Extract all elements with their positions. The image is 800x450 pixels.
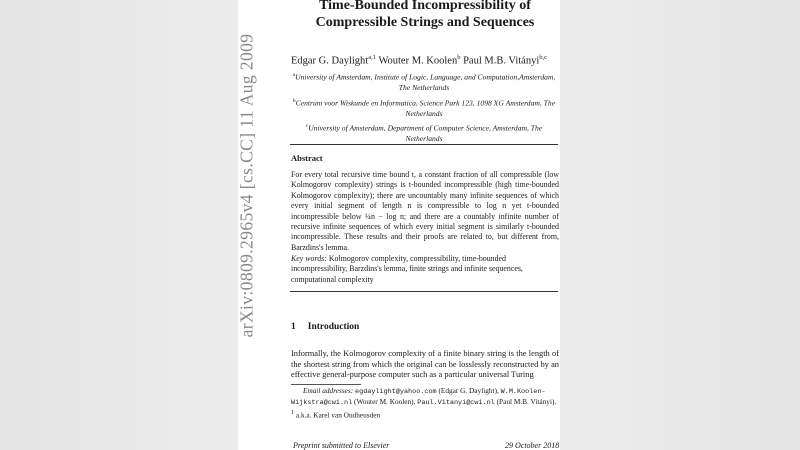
section-number: 1 xyxy=(291,322,296,332)
title-line-2: Compressible Strings and Sequences xyxy=(315,15,535,30)
footnote-rule xyxy=(291,384,361,385)
footnote-text: a.k.a. Karel van Oudheusden xyxy=(295,410,381,420)
abstract-bottom-rule xyxy=(290,291,558,292)
footer-date: 29 October 2018 xyxy=(505,441,560,450)
keywords-text: Kolmogorov complexity, compressibility, time-bounded incompressibility, Barzdins's lemma, finite strings and infinite sequences, computational complexity xyxy=(291,254,523,284)
affiliations xyxy=(290,70,558,147)
footer-preprint: Preprint submitted to Elsevier xyxy=(293,441,390,450)
email-owner: (Edgar G. Daylight), xyxy=(438,386,499,395)
footnotes xyxy=(291,386,561,420)
footnote-emails xyxy=(291,386,561,408)
affiliation xyxy=(290,70,558,94)
abstract-heading: Abstract xyxy=(291,153,323,163)
affiliation-text: Centrum voor Wiskunde en Informatica, Science Park 123, 1098 XG Amsterdam, The Netherlands xyxy=(295,98,556,118)
affiliation xyxy=(290,121,558,145)
author-affil-mark: b xyxy=(457,54,461,61)
section-title: Introduction xyxy=(307,322,360,332)
keywords-label: Key words: xyxy=(291,254,327,263)
keywords xyxy=(291,254,559,285)
arxiv-sidebar-stamp xyxy=(235,33,259,337)
introduction-text: Informally, the Kolmogorov complexity of a finite binary string is the length of the shortest string from which the original can be losslessly reconstructed by an effective general-purpose computer such as a particular universal Turing xyxy=(291,349,559,380)
arxiv-id: arXiv:0809.2965v4 [cs.CC] 11 Aug 2009 xyxy=(236,33,257,337)
paper-title xyxy=(292,0,558,31)
author-affil-mark: b,c xyxy=(539,54,548,61)
email-owner: (Paul M.B. Vitányi). xyxy=(496,397,557,406)
email-link[interactable]: W.M.Koolen-Wijkstra@cwi.nl xyxy=(291,388,546,407)
affiliation-text: University of Amsterdam, Department of Computer Science, Amsterdam, The Netherlands xyxy=(308,123,543,144)
email-link[interactable]: egdaylight@yahoo.com xyxy=(355,388,437,396)
affiliation-mark: b xyxy=(292,97,296,104)
author-name: Wouter M. Koolen xyxy=(378,55,458,67)
abstract-top-rule xyxy=(290,144,558,145)
footnote-1 xyxy=(291,408,561,420)
footnote-mark: 1 xyxy=(291,410,295,416)
section-heading xyxy=(291,322,359,332)
affiliation-mark: a xyxy=(292,72,296,78)
author-list xyxy=(278,51,560,68)
affiliation xyxy=(290,96,558,120)
abstract-text: For every total recursive time bound t, a constant fraction of all compressible (low Kolmogorov complexity) strings is t-bounded incompressible (high time-bounded Kolmogorov complexity); there are uncountably many infinite sequences of which every initial segment of length n is compressible to log n yet t-bounded incompressible below ¼n − log n; and there are a countably infinite number of recursive infinite sequences of which every initial segment is similarly t-bounded incompressible. These results and their proofs are related to, but different from, Barzdins's lemma. xyxy=(291,170,559,252)
title-line-1: Time-Bounded Incompressibility of xyxy=(319,0,531,13)
affiliation-text: University of Amsterdam, Institute of Logic, Language, and Computation,Amsterdam, The Netherlands xyxy=(295,72,556,93)
author-name: Paul M.B. Vitányi xyxy=(463,55,540,67)
email-label: Email addresses: xyxy=(303,386,354,395)
email-owner: (Wouter M. Koolen), xyxy=(354,397,416,406)
author-affil-mark: a,1 xyxy=(368,54,376,61)
affiliation-mark: c xyxy=(305,123,309,130)
email-link[interactable]: Paul.Vitanyi@cwi.nl xyxy=(417,399,495,407)
author-name: Edgar G. Daylight xyxy=(290,55,369,67)
